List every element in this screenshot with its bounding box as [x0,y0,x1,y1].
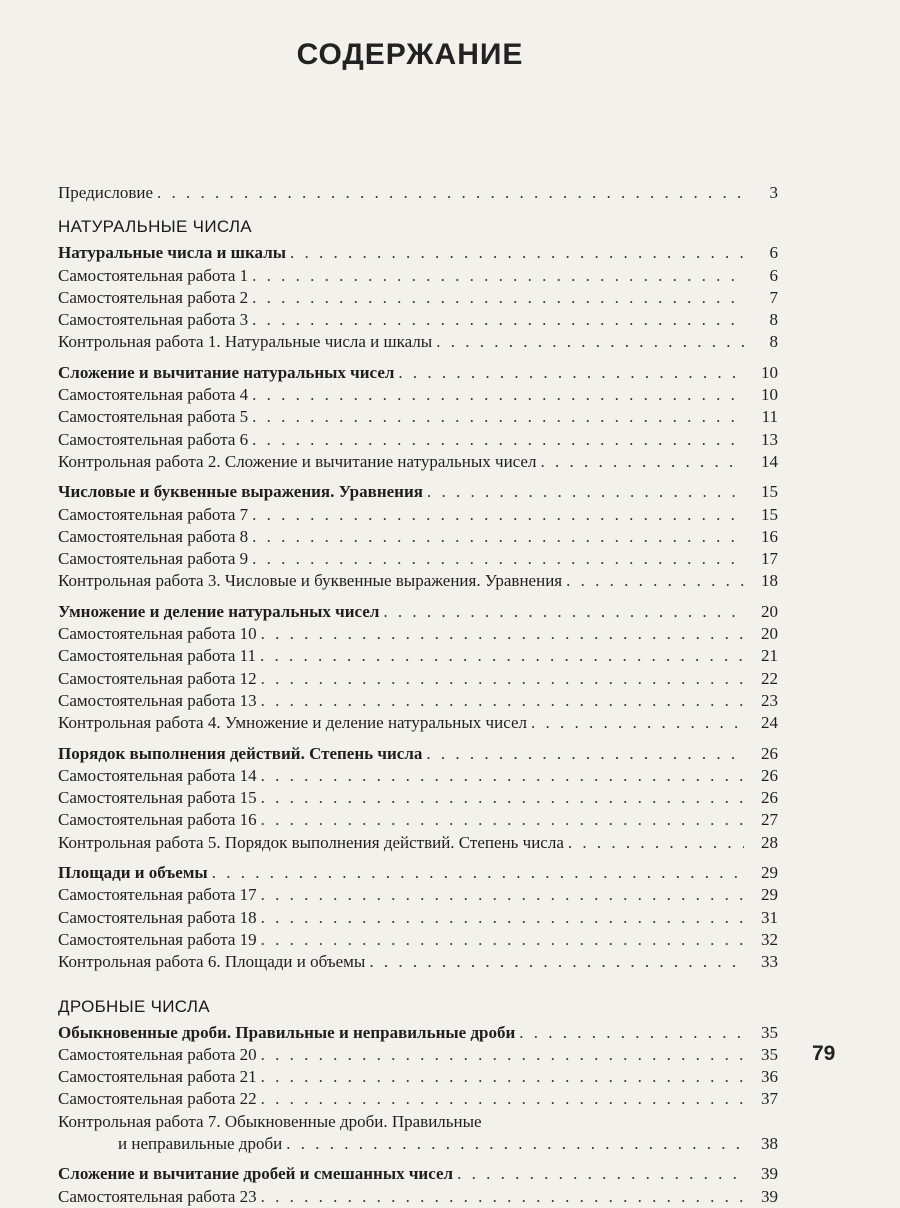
toc-entry [58,1133,778,1155]
toc-entry-text: Контрольная работа 5. Порядок выполнения действий. Степень числа [58,832,564,852]
toc-topic-text: Сложение и вычитание дробей и смешанных чисел [58,1164,454,1184]
leader-dots [398,362,744,384]
toc-entry-page: 24 [761,713,778,733]
toc-topic-text: Натуральные числа и шкалы [58,243,287,263]
toc-entry-page: 18 [761,571,778,591]
leader-dots [290,242,744,264]
toc-entry-text: Контрольная работа 1. Натуральные числа и шкалы [58,332,433,352]
toc-entry-page: 39 [761,1186,778,1206]
toc-topic-page: 15 [761,482,778,502]
toc-entry-text: Самостоятельная работа 12 [58,668,257,688]
toc-entry-page: 7 [769,287,778,307]
toc-entry-page: 15 [761,504,778,524]
toc-entry-page: 23 [761,690,778,710]
toc-topic [58,1163,778,1185]
toc-entry [58,929,778,951]
toc-entry-text: Самостоятельная работа 6 [58,429,249,449]
leader-dots [436,331,744,353]
toc-entry [58,809,778,831]
toc-entry-text: Самостоятельная работа 22 [58,1089,257,1109]
toc-entry [58,406,778,428]
leader-dots [261,623,744,645]
leader-dots [261,765,744,787]
toc-entry-page: 33 [761,952,778,972]
toc-entry [58,331,778,353]
toc-topic-text: Обыкновенные дроби. Правильные и неправильные дроби [58,1022,516,1042]
toc-entry-text: Самостоятельная работа 15 [58,788,257,808]
section-heading: ДРОБНЫЕ ЧИСЛА [58,996,210,1016]
toc-topic-text: Площади и объемы [58,863,208,883]
leader-dots [286,1133,744,1155]
leader-dots [252,526,744,548]
leader-dots [519,1022,744,1044]
toc-entry [58,623,778,645]
toc-entry-text: Самостоятельная работа 2 [58,287,249,307]
toc-topic [58,481,778,503]
toc-entry [58,526,778,548]
toc-entry [58,1186,778,1208]
toc-entry-page: 35 [761,1044,778,1064]
toc-entry-text: Самостоятельная работа 16 [58,810,257,830]
leader-dots [261,690,744,712]
toc-entry [58,309,778,331]
toc-entry-text: Самостоятельная работа 1 [58,265,249,285]
leader-dots [369,951,744,973]
toc-entry-page: 16 [761,526,778,546]
toc-entry [58,548,778,570]
leader-dots [261,1066,744,1088]
leader-dots [252,384,744,406]
toc-topic-page: 20 [761,601,778,621]
toc-entry-text: Самостоятельная работа 19 [58,929,257,949]
toc-entry-text: Самостоятельная работа 5 [58,407,249,427]
toc-entry [58,265,778,287]
leader-dots [261,1088,744,1110]
toc-entry-page: 26 [761,765,778,785]
toc-entry-text: Самостоятельная работа 3 [58,310,249,330]
toc-entry-page: 17 [761,549,778,569]
leader-dots [157,182,744,204]
toc-topic-page: 39 [761,1164,778,1184]
toc-entry-page: 29 [761,885,778,905]
toc-entry [58,429,778,451]
toc-entry-page: 11 [761,407,778,427]
leader-dots [457,1163,744,1185]
toc-topic [58,862,778,884]
page-title: СОДЕРЖАНИЕ [296,38,524,71]
leader-dots [252,406,744,428]
toc-entry [58,451,778,473]
toc-entry [58,504,778,526]
toc-entry-page: 14 [761,451,778,471]
leader-dots [568,832,744,854]
section-heading: НАТУРАЛЬНЫЕ ЧИСЛА [58,217,252,237]
toc-entry-page: 6 [769,265,778,285]
toc-entry-text: Самостоятельная работа 11 [58,646,257,666]
toc-topic-text: Порядок выполнения действий. Степень числа [58,743,423,763]
toc-entry [58,690,778,712]
toc-entry [58,712,778,734]
leader-dots [252,309,744,331]
leader-dots [426,743,744,765]
toc-entry-text: Самостоятельная работа 9 [58,549,249,569]
toc-entry [58,570,778,592]
toc-entry-page: 36 [761,1067,778,1087]
toc-entry-text: Самостоятельная работа 13 [58,690,257,710]
toc-entry-text: Предисловие [58,183,154,202]
toc-entry [58,287,778,309]
toc-topic-page: 29 [761,863,778,883]
toc-entry [58,1044,778,1066]
leader-dots [261,1186,744,1208]
toc-entry-text: Контрольная работа 7. Обыкновенные дроби. Правильные [58,1111,482,1131]
toc-entry [58,1111,778,1133]
toc-topic-text: Сложение и вычитание натуральных чисел [58,362,395,382]
toc-entry-text: Самостоятельная работа 14 [58,765,257,785]
toc-entry-page: 27 [761,810,778,830]
toc-entry [58,1066,778,1088]
leader-dots [531,712,744,734]
leader-dots [427,481,744,503]
leader-dots [252,548,744,570]
toc-entry-text: Контрольная работа 6. Площади и объемы [58,952,366,972]
leader-dots [261,787,744,809]
leader-dots [212,862,744,884]
toc-entry-text: Самостоятельная работа 8 [58,526,249,546]
toc-entry-text: Самостоятельная работа 10 [58,624,257,644]
toc-entry-page: 3 [769,183,778,202]
toc-entry [58,645,778,667]
leader-dots [252,287,744,309]
leader-dots [260,645,744,667]
toc-topic-page: 6 [769,243,778,263]
leader-dots [383,601,744,623]
toc-topic-text: Числовые и буквенные выражения. Уравнения [58,482,423,502]
toc-entry-page: 28 [761,832,778,852]
toc-entry-text: Самостоятельная работа 18 [58,907,257,927]
toc-entry-page: 31 [761,907,778,927]
leader-dots [252,265,744,287]
toc-entry [58,884,778,906]
toc-entry-text: Контрольная работа 2. Сложение и вычитание натуральных чисел [58,451,537,471]
page-number: 79 [812,1042,836,1065]
leader-dots [540,451,744,473]
leader-dots [261,884,744,906]
toc-sections [58,216,778,1208]
toc-entry [58,1088,778,1110]
toc-entry [58,668,778,690]
leader-dots [261,809,744,831]
toc-entry [58,384,778,406]
toc-entry-page: 13 [761,429,778,449]
toc-entry-text: Самостоятельная работа 4 [58,385,249,405]
leader-dots [252,429,744,451]
toc-entry [58,951,778,973]
toc-entry-page: 21 [761,646,778,666]
toc-topic [58,743,778,765]
toc-entry [58,832,778,854]
toc-topic-text: Умножение и деление натуральных чисел [58,601,380,621]
toc-entry-text: и неправильные дроби [118,1133,283,1153]
leader-dots [566,570,744,592]
toc-entry-page: 22 [761,668,778,688]
toc-topic-page: 26 [761,743,778,763]
toc-entry [58,907,778,929]
toc-entry-page: 8 [769,310,778,330]
toc-entry-page: 38 [761,1133,778,1153]
toc-topic [58,1022,778,1044]
toc-entry-page: 20 [761,624,778,644]
toc-entry-preface [58,182,778,204]
leader-dots [252,504,744,526]
leader-dots [261,929,744,951]
toc-topic [58,362,778,384]
toc-topic [58,242,778,264]
toc-entry [58,765,778,787]
toc-entry-page: 8 [769,332,778,352]
leader-dots [261,1044,744,1066]
toc-entry-page: 10 [761,385,778,405]
toc-entry-page: 26 [761,788,778,808]
toc-entry-text: Самостоятельная работа 23 [58,1186,257,1206]
toc-entry [58,787,778,809]
toc-topic-page: 10 [761,362,778,382]
toc-entry-text: Самостоятельная работа 21 [58,1067,257,1087]
toc-entry-page: 32 [761,929,778,949]
toc-entry-text: Самостоятельная работа 17 [58,885,257,905]
leader-dots [261,907,744,929]
toc-entry-text: Самостоятельная работа 20 [58,1044,257,1064]
leader-dots [261,668,744,690]
toc-topic [58,601,778,623]
toc-entry-text: Контрольная работа 3. Числовые и буквенные выражения. Уравнения [58,571,563,591]
table-of-contents [58,182,778,1208]
toc-entry-text: Самостоятельная работа 7 [58,504,249,524]
toc-topic-page: 35 [761,1022,778,1042]
toc-entry-text: Контрольная работа 4. Умножение и деление натуральных чисел [58,713,527,733]
toc-entry-page: 37 [761,1089,778,1109]
